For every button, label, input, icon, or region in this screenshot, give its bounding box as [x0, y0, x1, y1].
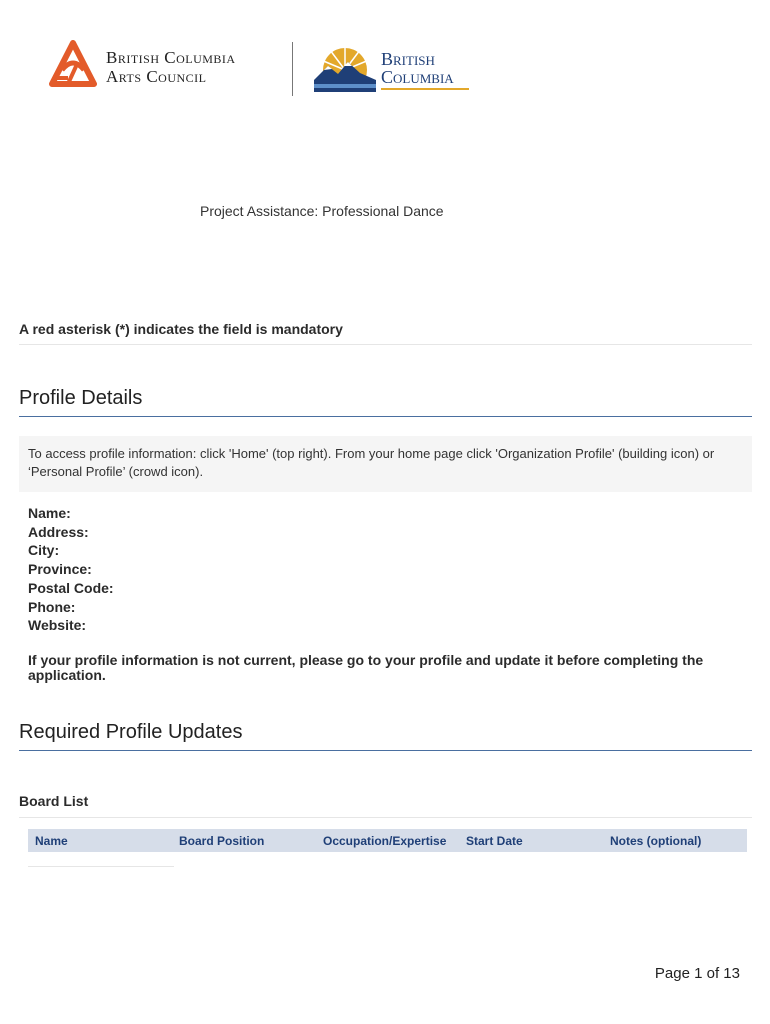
profile-name-label: Name: [28, 505, 71, 521]
application-type-value: Project Assistance: Professional Dance [200, 203, 444, 219]
section-rule [19, 750, 752, 751]
profile-info-text: To access profile information: click 'Home' (top right). From your home page click 'Organization Profile' (building icon) or ‘Personal Profile’ (crowd icon). [28, 446, 715, 479]
profile-city-label: City: [28, 542, 60, 559]
bc-wordmark-line1: British [381, 49, 435, 69]
profile-phone-label: Phone: [28, 598, 76, 615]
bc-wordmark-line2: Columbia [381, 67, 454, 87]
profile-address-label: Address: [28, 523, 89, 540]
bcac-wordmark-line2: Arts Council [106, 67, 207, 86]
required-updates-title: Required Profile Updates [19, 721, 243, 743]
bcac-logo-icon [48, 40, 98, 90]
column-header-start-date: Start Date [466, 834, 523, 848]
divider [19, 344, 752, 345]
profile-details-title: Profile Details [19, 387, 143, 409]
page-header [44, 36, 504, 100]
profile-postal-code-label: Postal Code: [28, 579, 114, 596]
column-header-board-position: Board Position [179, 834, 265, 848]
board-table-header [28, 829, 747, 852]
bcac-wordmark [106, 48, 236, 86]
bcac-wordmark-line1: British Columbia [106, 48, 236, 67]
profile-update-note: If your profile information is not current, please go to your profile and update it before completing the application. [28, 652, 704, 683]
profile-fields-list [28, 504, 114, 635]
profile-province-label: Province: [28, 561, 92, 578]
divider [19, 817, 752, 818]
column-header-name: Name [35, 834, 68, 848]
section-rule [19, 416, 752, 417]
table-row [28, 866, 174, 867]
logo-divider [292, 42, 293, 96]
board-list-label: Board List [19, 793, 89, 809]
mandatory-note: A red asterisk (*) indicates the field is mandatory [19, 321, 343, 337]
profile-website-label: Website: [28, 617, 87, 634]
bc-wordmark-underline [381, 88, 469, 90]
column-header-occupation: Occupation/Expertise [323, 834, 447, 848]
profile-info-box [19, 436, 752, 492]
column-header-notes: Notes (optional) [610, 834, 702, 848]
page-number: Page 1 of 13 [654, 965, 740, 982]
bc-sun-mountain-logo-icon [310, 40, 380, 92]
bc-wordmark [381, 50, 454, 86]
